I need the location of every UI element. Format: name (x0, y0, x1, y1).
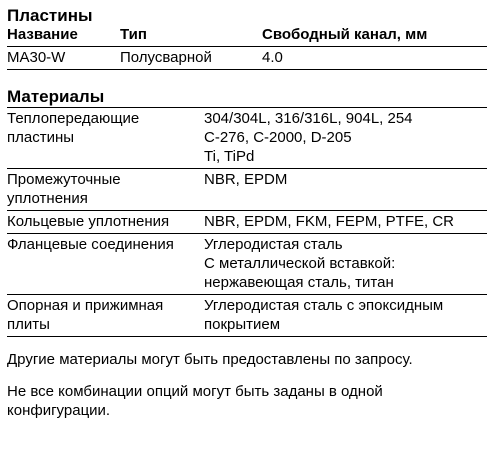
note-combinations: Не все комбинации опций могут быть заданы в одной конфигурации. (7, 383, 383, 419)
header-channel: Свободный канал, мм (262, 26, 428, 43)
materials-label: Теплопередающие пластины (7, 110, 140, 146)
materials-title: Материалы (7, 87, 105, 106)
materials-row-frame-plates (7, 295, 487, 337)
cell-channel: 4.0 (262, 49, 283, 66)
cell-type: Полусварной (120, 49, 212, 66)
materials-value: Углеродистая сталь С металлической вставкой: нержавеющая сталь, титан (204, 236, 396, 291)
plates-table-header (7, 25, 487, 47)
materials-value: NBR, EPDM, FKM, FEPM, PTFE, CR (204, 213, 455, 230)
cell-name: MA30-W (7, 49, 66, 66)
materials-row-interim-gaskets (7, 169, 487, 211)
plates-table-row (7, 47, 487, 70)
materials-label: Кольцевые уплотнения (7, 213, 170, 230)
materials-label: Промежуточные уплотнения (7, 171, 121, 207)
spec-sheet (7, 6, 487, 420)
note-other-materials: Другие материалы могут быть предоставлены по запросу. (7, 351, 413, 368)
materials-row-plates (7, 108, 487, 169)
materials-label: Опорная и прижимная плиты (7, 297, 164, 333)
materials-value: NBR, EPDM (204, 171, 288, 188)
header-type: Тип (120, 26, 147, 43)
materials-value: Углеродистая сталь с эпоксидным покрытием (204, 297, 444, 333)
materials-label: Фланцевые соединения (7, 236, 174, 253)
plates-title: Пластины (7, 6, 93, 25)
materials-row-flanges (7, 234, 487, 295)
materials-table (7, 107, 487, 337)
materials-value: 304/304L, 316/316L, 904L, 254 C-276, C-2000, D-205 Ti, TiPd (204, 110, 413, 165)
header-name: Название (7, 26, 78, 43)
materials-row-ring-gaskets (7, 211, 487, 234)
